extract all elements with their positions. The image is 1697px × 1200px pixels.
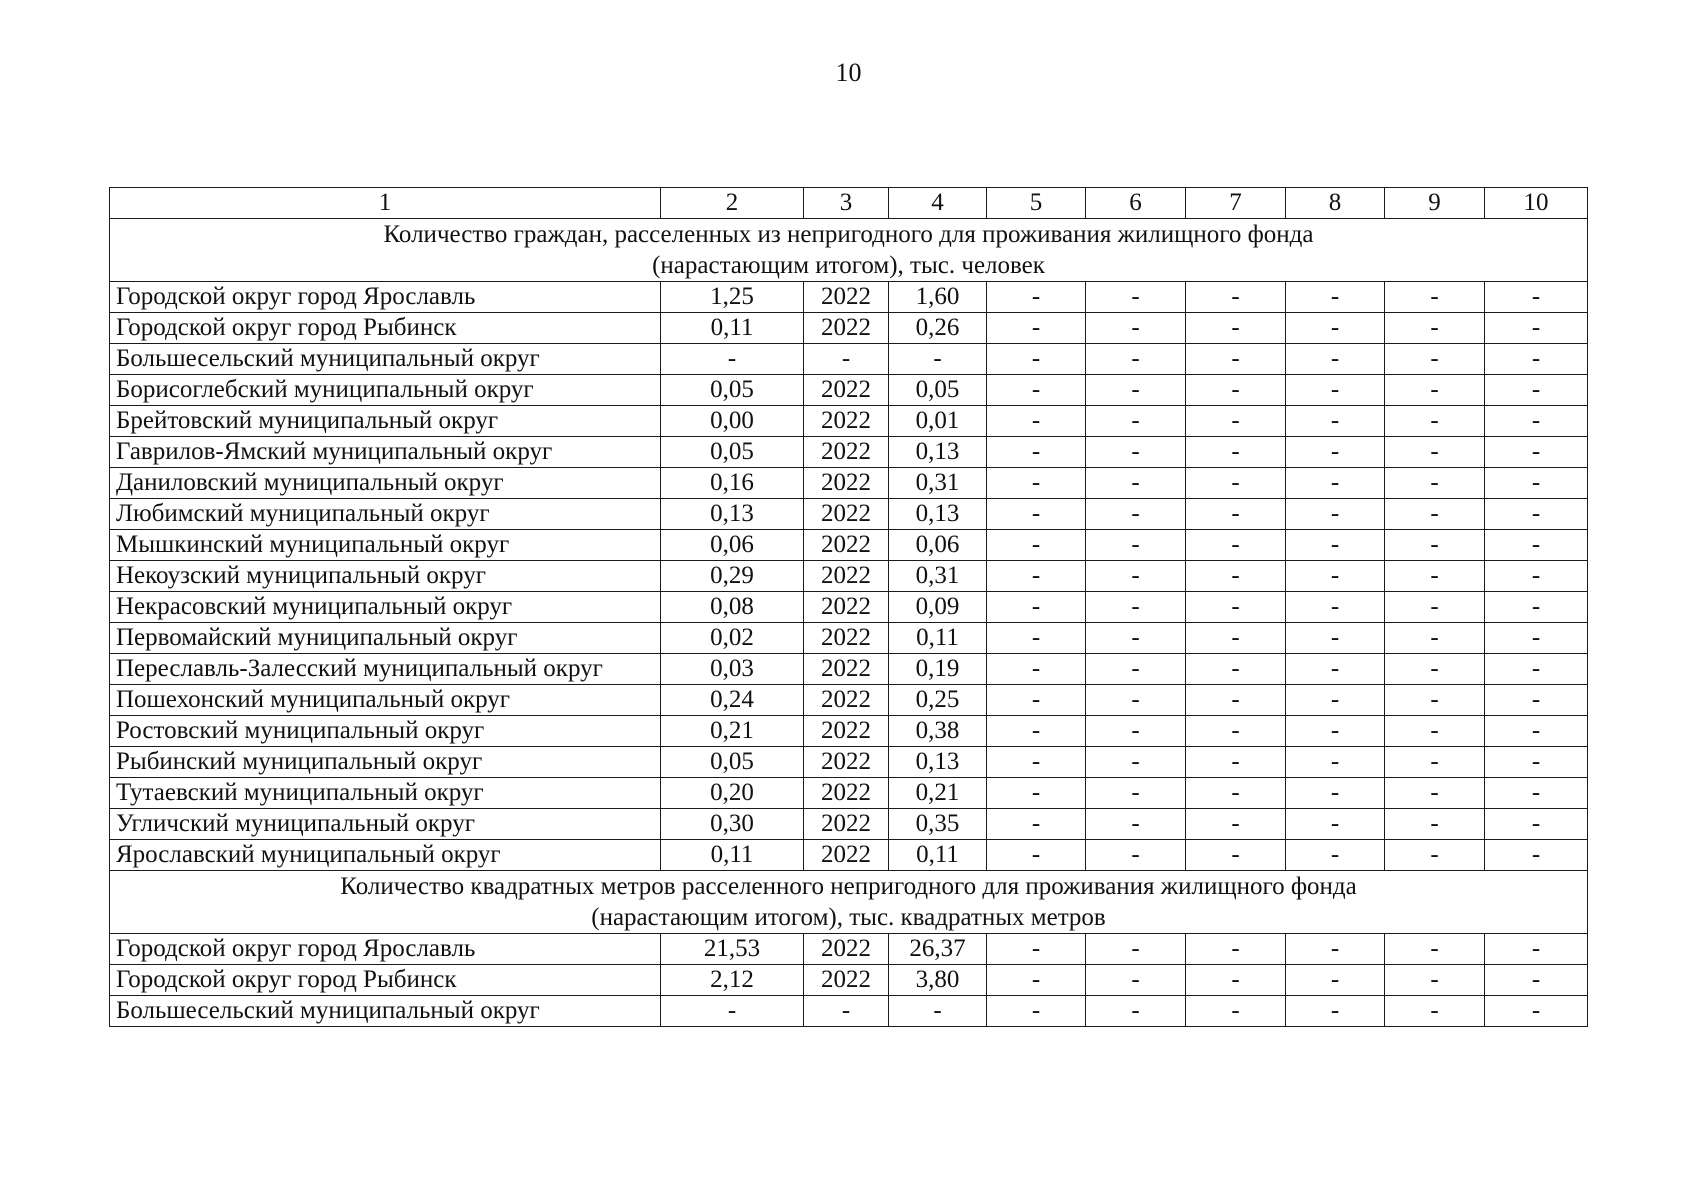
value-cell: 2022 [804, 282, 889, 313]
value-cell: 0,09 [889, 592, 987, 623]
table-row [110, 344, 1588, 375]
municipality-name: Ярославский муниципальный округ [110, 840, 661, 871]
value-cell: - [1286, 592, 1385, 623]
value-cell: - [1485, 840, 1588, 871]
value-cell: - [1385, 375, 1485, 406]
value-cell: - [1286, 685, 1385, 716]
value-cell: - [1286, 375, 1385, 406]
value-cell: - [1485, 375, 1588, 406]
value-cell: - [1385, 623, 1485, 654]
value-cell: - [1186, 778, 1286, 809]
value-cell: 0,16 [661, 468, 804, 499]
value-cell: - [1485, 406, 1588, 437]
value-cell: 0,13 [889, 437, 987, 468]
value-cell: - [1385, 840, 1485, 871]
value-cell: - [1485, 437, 1588, 468]
value-cell: 0,11 [889, 623, 987, 654]
page-number: 10 [835, 58, 862, 87]
value-cell: 26,37 [889, 934, 987, 965]
value-cell: - [1186, 592, 1286, 623]
value-cell: 2022 [804, 530, 889, 561]
column-header: 6 [1086, 188, 1186, 219]
municipality-name: Пошехонский муниципальный округ [110, 685, 661, 716]
column-header: 8 [1286, 188, 1385, 219]
municipality-name: Тутаевский муниципальный округ [110, 778, 661, 809]
value-cell: - [1286, 934, 1385, 965]
value-cell: - [1086, 654, 1186, 685]
municipality-name: Городской округ город Рыбинск [110, 965, 661, 996]
municipality-name: Некоузский муниципальный округ [110, 561, 661, 592]
value-cell: - [889, 344, 987, 375]
value-cell: - [987, 778, 1086, 809]
value-cell: - [1186, 406, 1286, 437]
value-cell: 2022 [804, 313, 889, 344]
value-cell: - [1186, 716, 1286, 747]
value-cell: - [1286, 996, 1385, 1027]
value-cell: - [1286, 747, 1385, 778]
value-cell: - [1086, 282, 1186, 313]
value-cell: - [1186, 468, 1286, 499]
table-row [110, 282, 1588, 313]
value-cell: - [1385, 282, 1485, 313]
value-cell: 0,21 [661, 716, 804, 747]
value-cell: - [1485, 934, 1588, 965]
value-cell: - [987, 375, 1086, 406]
value-cell: - [1186, 375, 1286, 406]
section-title-line: Количество граждан, расселенных из непригодного для проживания жилищного фонда [383, 221, 1314, 248]
value-cell: 0,31 [889, 468, 987, 499]
section-title [110, 219, 1588, 282]
table-row [110, 685, 1588, 716]
column-header: 5 [987, 188, 1086, 219]
value-cell: - [1385, 654, 1485, 685]
table-row [110, 375, 1588, 406]
value-cell: - [1385, 530, 1485, 561]
value-cell: - [1186, 654, 1286, 685]
municipality-name: Большесельский муниципальный округ [110, 344, 661, 375]
value-cell: 0,02 [661, 623, 804, 654]
value-cell: - [1186, 282, 1286, 313]
table-row [110, 747, 1588, 778]
municipality-name: Даниловский муниципальный округ [110, 468, 661, 499]
value-cell: - [1385, 934, 1485, 965]
value-cell: 0,01 [889, 406, 987, 437]
value-cell: - [1385, 996, 1485, 1027]
value-cell: 2022 [804, 778, 889, 809]
value-cell: - [987, 437, 1086, 468]
value-cell: 0,13 [889, 747, 987, 778]
value-cell: - [1086, 623, 1186, 654]
value-cell: - [1186, 840, 1286, 871]
value-cell: - [1186, 344, 1286, 375]
value-cell: - [987, 809, 1086, 840]
value-cell: 0,06 [661, 530, 804, 561]
table-row [110, 437, 1588, 468]
value-cell: - [1286, 282, 1385, 313]
value-cell: - [1385, 716, 1485, 747]
value-cell: 0,24 [661, 685, 804, 716]
value-cell: - [661, 344, 804, 375]
table-row [110, 809, 1588, 840]
value-cell: - [1086, 561, 1186, 592]
value-cell: - [1385, 685, 1485, 716]
value-cell: - [1086, 685, 1186, 716]
value-cell: 0,25 [889, 685, 987, 716]
value-cell: - [987, 406, 1086, 437]
value-cell: 2022 [804, 437, 889, 468]
value-cell: - [1485, 344, 1588, 375]
table-row [110, 716, 1588, 747]
value-cell: - [1086, 716, 1186, 747]
value-cell: - [1385, 499, 1485, 530]
value-cell: - [1186, 996, 1286, 1027]
value-cell: - [1485, 778, 1588, 809]
value-cell: 0,11 [661, 840, 804, 871]
column-header: 3 [804, 188, 889, 219]
value-cell: - [804, 996, 889, 1027]
municipality-name: Брейтовский муниципальный округ [110, 406, 661, 437]
municipality-name: Угличский муниципальный округ [110, 809, 661, 840]
value-cell: - [1485, 685, 1588, 716]
value-cell: - [889, 996, 987, 1027]
column-header-row [110, 188, 1588, 219]
value-cell: 0,29 [661, 561, 804, 592]
value-cell: 2022 [804, 716, 889, 747]
municipality-name: Некрасовский муниципальный округ [110, 592, 661, 623]
value-cell: - [1385, 437, 1485, 468]
value-cell: - [1385, 344, 1485, 375]
value-cell: 2022 [804, 561, 889, 592]
table-row [110, 996, 1588, 1027]
value-cell: - [1086, 809, 1186, 840]
value-cell: 0,11 [889, 840, 987, 871]
table-row [110, 499, 1588, 530]
municipality-name: Городской округ город Рыбинск [110, 313, 661, 344]
table-row [110, 468, 1588, 499]
value-cell: - [1286, 406, 1385, 437]
value-cell: 2022 [804, 375, 889, 406]
value-cell: 0,38 [889, 716, 987, 747]
value-cell: - [1485, 654, 1588, 685]
table-row [110, 654, 1588, 685]
value-cell: - [987, 313, 1086, 344]
value-cell: 2022 [804, 685, 889, 716]
value-cell: 0,13 [889, 499, 987, 530]
value-cell: - [1086, 406, 1186, 437]
value-cell: 2022 [804, 840, 889, 871]
value-cell: - [1086, 747, 1186, 778]
value-cell: - [1086, 996, 1186, 1027]
value-cell: - [1086, 934, 1186, 965]
value-cell: 2022 [804, 468, 889, 499]
value-cell: - [987, 840, 1086, 871]
column-header: 2 [661, 188, 804, 219]
municipality-name: Гаврилов-Ямский муниципальный округ [110, 437, 661, 468]
value-cell: - [1186, 561, 1286, 592]
section-title [110, 871, 1588, 934]
column-header: 7 [1186, 188, 1286, 219]
value-cell: 0,26 [889, 313, 987, 344]
column-header: 9 [1385, 188, 1485, 219]
value-cell: - [1086, 344, 1186, 375]
value-cell: - [1086, 499, 1186, 530]
value-cell: - [987, 499, 1086, 530]
value-cell: - [1186, 747, 1286, 778]
value-cell: - [1385, 965, 1485, 996]
value-cell: - [1485, 965, 1588, 996]
value-cell: 2022 [804, 747, 889, 778]
value-cell: 21,53 [661, 934, 804, 965]
table-row [110, 561, 1588, 592]
value-cell: - [1186, 313, 1286, 344]
value-cell: - [1086, 375, 1186, 406]
value-cell: - [1186, 623, 1286, 654]
table-row [110, 592, 1588, 623]
value-cell: - [1086, 313, 1186, 344]
value-cell: - [987, 996, 1086, 1027]
value-cell: - [1086, 592, 1186, 623]
value-cell: - [1286, 654, 1385, 685]
value-cell: - [1186, 809, 1286, 840]
value-cell: - [1385, 592, 1485, 623]
value-cell: 1,25 [661, 282, 804, 313]
value-cell: 0,03 [661, 654, 804, 685]
value-cell: 2022 [804, 965, 889, 996]
value-cell: - [987, 685, 1086, 716]
value-cell: - [661, 996, 804, 1027]
data-table [109, 187, 1588, 1027]
table-row [110, 965, 1588, 996]
value-cell: - [1286, 965, 1385, 996]
value-cell: - [1485, 809, 1588, 840]
value-cell: - [1286, 530, 1385, 561]
value-cell: - [987, 530, 1086, 561]
value-cell: 0,05 [661, 747, 804, 778]
value-cell: 0,05 [889, 375, 987, 406]
value-cell: - [987, 561, 1086, 592]
value-cell: - [987, 654, 1086, 685]
value-cell: 0,05 [661, 437, 804, 468]
value-cell: 0,19 [889, 654, 987, 685]
value-cell: - [1286, 344, 1385, 375]
table-row [110, 623, 1588, 654]
value-cell: 0,11 [661, 313, 804, 344]
value-cell: - [987, 747, 1086, 778]
value-cell: - [1086, 965, 1186, 996]
value-cell: - [1385, 406, 1485, 437]
value-cell: - [1485, 282, 1588, 313]
value-cell: 0,00 [661, 406, 804, 437]
municipality-name: Городской округ город Ярославль [110, 934, 661, 965]
value-cell: - [1186, 685, 1286, 716]
value-cell: - [1086, 778, 1186, 809]
value-cell: - [1385, 313, 1485, 344]
municipality-name: Мышкинский муниципальный округ [110, 530, 661, 561]
municipality-name: Городской округ город Ярославль [110, 282, 661, 313]
table-row [110, 406, 1588, 437]
table-row [110, 778, 1588, 809]
value-cell: - [1385, 778, 1485, 809]
value-cell: - [1286, 499, 1385, 530]
table-row [110, 530, 1588, 561]
column-header: 10 [1485, 188, 1588, 219]
value-cell: - [1385, 747, 1485, 778]
section-title-line: Количество квадратных метров расселенного непригодного для проживания жилищного фонда [340, 873, 1357, 900]
value-cell: 2022 [804, 809, 889, 840]
value-cell: - [1485, 468, 1588, 499]
value-cell: - [1385, 468, 1485, 499]
value-cell: - [987, 965, 1086, 996]
value-cell: - [1186, 437, 1286, 468]
value-cell: - [987, 282, 1086, 313]
value-cell: - [1485, 996, 1588, 1027]
value-cell: - [1086, 468, 1186, 499]
municipality-name: Рыбинский муниципальный округ [110, 747, 661, 778]
value-cell: 0,05 [661, 375, 804, 406]
column-header: 4 [889, 188, 987, 219]
value-cell: 2022 [804, 592, 889, 623]
value-cell: - [1385, 809, 1485, 840]
value-cell: 0,08 [661, 592, 804, 623]
value-cell: - [1485, 592, 1588, 623]
section-header-row [110, 219, 1588, 282]
value-cell: - [1286, 561, 1385, 592]
value-cell: 3,80 [889, 965, 987, 996]
value-cell: - [1186, 934, 1286, 965]
value-cell: - [1086, 437, 1186, 468]
value-cell: - [987, 934, 1086, 965]
value-cell: 0,20 [661, 778, 804, 809]
value-cell: - [1485, 499, 1588, 530]
value-cell: - [1286, 778, 1385, 809]
value-cell: 0,35 [889, 809, 987, 840]
value-cell: 2022 [804, 406, 889, 437]
value-cell: - [1485, 530, 1588, 561]
value-cell: 0,31 [889, 561, 987, 592]
value-cell: 1,60 [889, 282, 987, 313]
value-cell: - [987, 716, 1086, 747]
table-row [110, 934, 1588, 965]
value-cell: - [1485, 747, 1588, 778]
municipality-name: Борисоглебский муниципальный округ [110, 375, 661, 406]
municipality-name: Первомайский муниципальный округ [110, 623, 661, 654]
value-cell: 0,21 [889, 778, 987, 809]
value-cell: - [987, 344, 1086, 375]
value-cell: - [1385, 561, 1485, 592]
table-row [110, 313, 1588, 344]
value-cell: - [1286, 623, 1385, 654]
municipality-name: Ростовский муниципальный округ [110, 716, 661, 747]
value-cell: 0,13 [661, 499, 804, 530]
value-cell: 2022 [804, 499, 889, 530]
value-cell: - [1286, 437, 1385, 468]
column-header: 1 [110, 188, 661, 219]
value-cell: - [1286, 313, 1385, 344]
table-row [110, 840, 1588, 871]
section-title-line: (нарастающим итогом), тыс. человек [652, 252, 1045, 279]
section-title-line: (нарастающим итогом), тыс. квадратных метров [591, 904, 1106, 931]
value-cell: - [1286, 840, 1385, 871]
value-cell: - [1485, 623, 1588, 654]
value-cell: - [1086, 840, 1186, 871]
value-cell: - [987, 623, 1086, 654]
value-cell: - [1286, 809, 1385, 840]
value-cell: - [987, 468, 1086, 499]
value-cell: - [1186, 965, 1286, 996]
value-cell: 2022 [804, 654, 889, 685]
value-cell: - [987, 592, 1086, 623]
value-cell: - [804, 344, 889, 375]
value-cell: - [1485, 313, 1588, 344]
value-cell: 0,30 [661, 809, 804, 840]
value-cell: 0,06 [889, 530, 987, 561]
value-cell: 2,12 [661, 965, 804, 996]
municipality-name: Переславль-Залесский муниципальный округ [110, 654, 661, 685]
value-cell: - [1186, 530, 1286, 561]
value-cell: - [1485, 716, 1588, 747]
value-cell: - [1186, 499, 1286, 530]
section-header-row [110, 871, 1588, 934]
municipality-name: Большесельский муниципальный округ [110, 996, 661, 1027]
value-cell: 2022 [804, 623, 889, 654]
value-cell: - [1086, 530, 1186, 561]
value-cell: 2022 [804, 934, 889, 965]
value-cell: - [1286, 468, 1385, 499]
value-cell: - [1286, 716, 1385, 747]
municipality-name: Любимский муниципальный округ [110, 499, 661, 530]
value-cell: - [1485, 561, 1588, 592]
